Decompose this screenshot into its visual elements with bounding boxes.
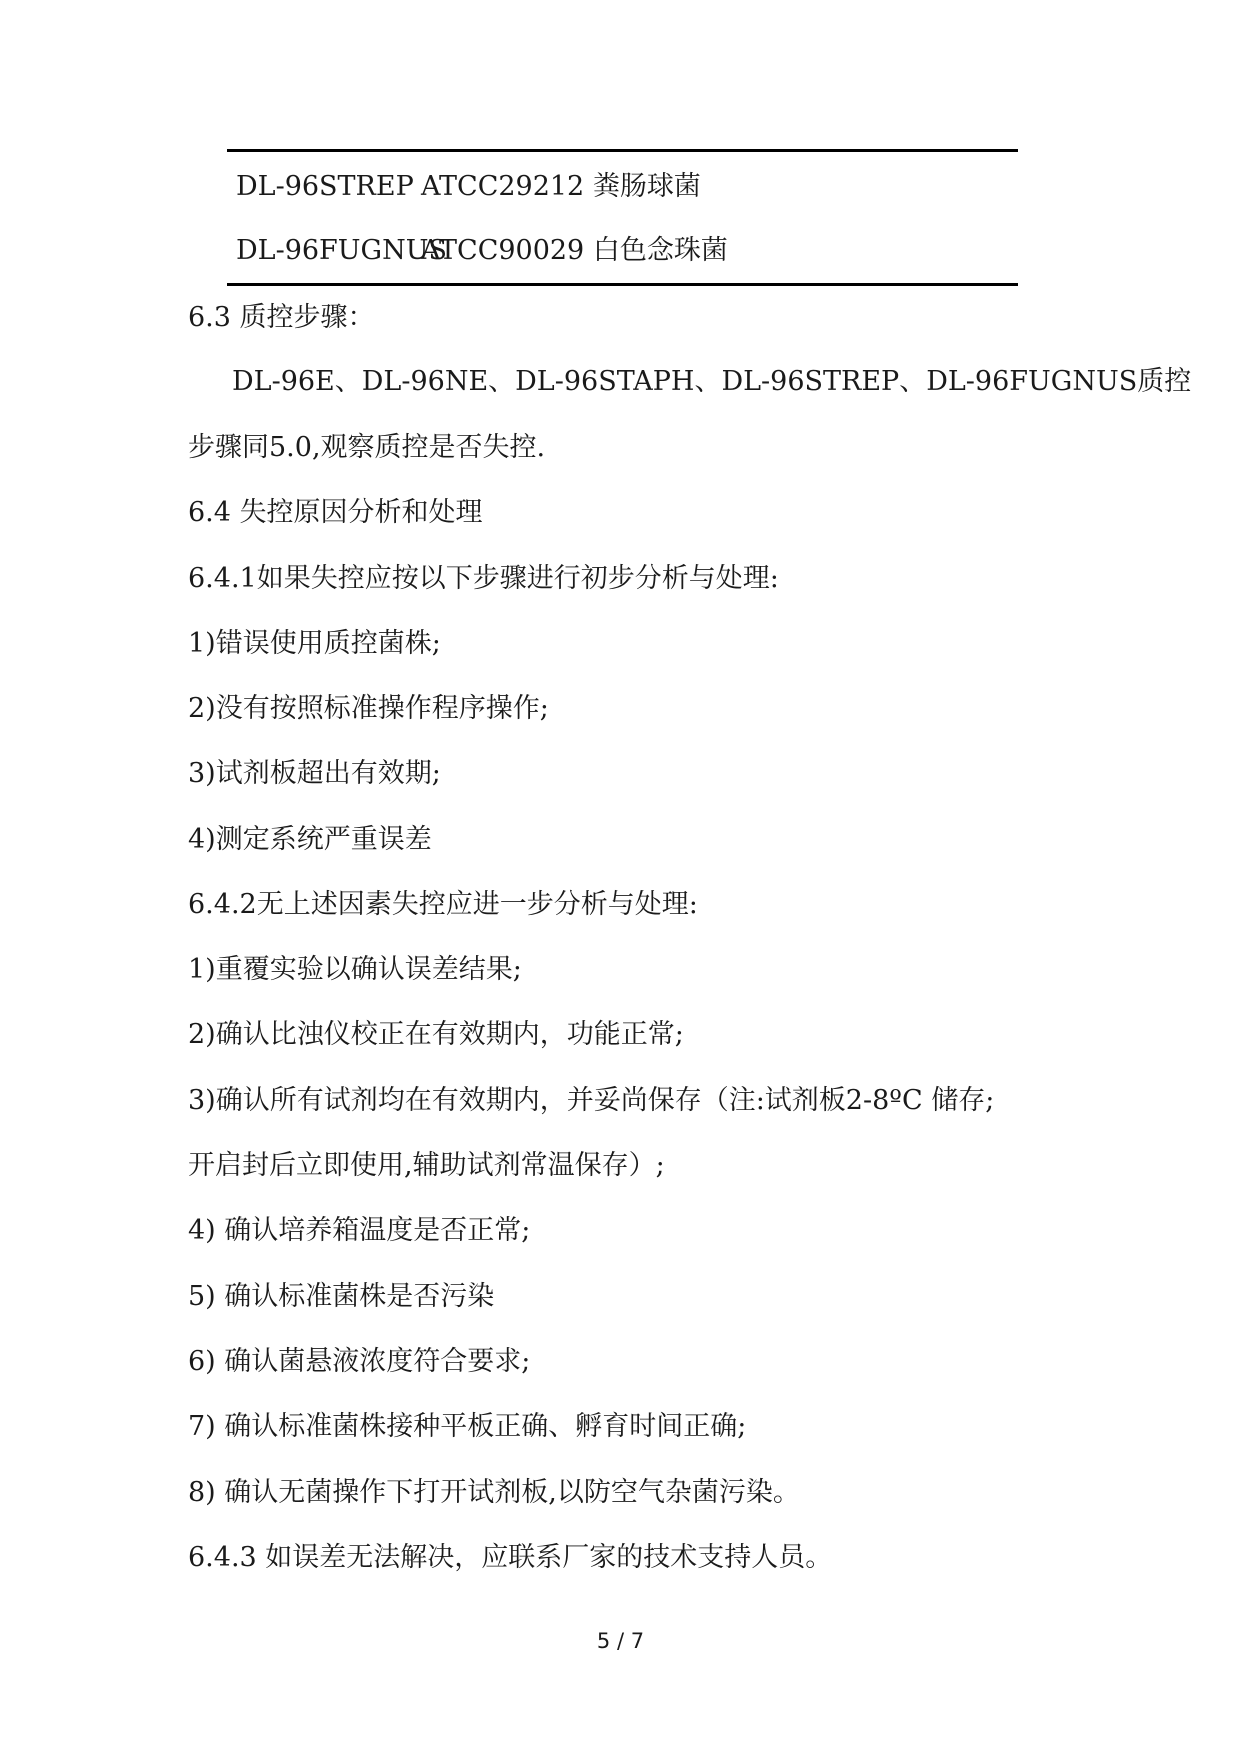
list-item: 2)没有按照标准操作程序操作; (188, 693, 549, 724)
list-item: 6) 确认菌悬液浓度符合要求; (188, 1346, 531, 1377)
list-item: 1)重覆实验以确认误差结果; (188, 954, 522, 985)
table-cell-code: DL-96FUGNUS (236, 235, 447, 266)
list-item-continuation: 开启封后立即使用,辅助试剂常温保存）; (188, 1150, 665, 1181)
list-item: 4) 确认培养箱温度是否正常; (188, 1215, 531, 1246)
list-item: 5) 确认标准菌株是否污染 (188, 1281, 495, 1312)
section-heading-6-3: 6.3 质控步骤： (188, 302, 375, 333)
paragraph-line: 步骤同5.0,观察质控是否失控. (188, 432, 546, 463)
subsection-heading-6-4-3: 6.4.3 如误差无法解决，应联系厂家的技术支持人员。 (188, 1542, 833, 1573)
table-top-rule (227, 149, 1018, 152)
table-cell-strain: ATCC29212 粪肠球菌 (421, 171, 701, 202)
list-item: 8) 确认无菌操作下打开试剂板,以防空气杂菌污染。 (188, 1477, 800, 1508)
table-cell-strain: ATCC90029 白色念珠菌 (421, 235, 728, 266)
list-item: 2)确认比浊仪校正在有效期内，功能正常; (188, 1019, 684, 1050)
list-item: 3)确认所有试剂均在有效期内，并妥尚保存（注:试剂板2-8ºC 储存; (188, 1085, 995, 1116)
paragraph-line: DL-96E、DL-96NE、DL-96STAPH、DL-96STREP、DL-96FUGNUS质控 (232, 366, 1192, 397)
subsection-heading-6-4-2: 6.4.2无上述因素失控应进一步分析与处理: (188, 889, 698, 920)
table-row (236, 171, 701, 203)
list-item: 1)错误使用质控菌株; (188, 628, 441, 659)
list-item: 4)测定系统严重误差 (188, 824, 432, 855)
table-bottom-rule (227, 283, 1018, 286)
list-item: 7) 确认标准菌株接种平板正确、孵育时间正确; (188, 1411, 747, 1442)
table-cell-code: DL-96STREP (236, 171, 414, 202)
page-number: 5 / 7 (596, 1629, 645, 1653)
section-heading-6-4: 6.4 失控原因分析和处理 (188, 497, 483, 528)
table-row (236, 235, 728, 267)
list-item: 3)试剂板超出有效期; (188, 758, 441, 789)
subsection-heading-6-4-1: 6.4.1如果失控应按以下步骤进行初步分析与处理: (188, 563, 779, 594)
